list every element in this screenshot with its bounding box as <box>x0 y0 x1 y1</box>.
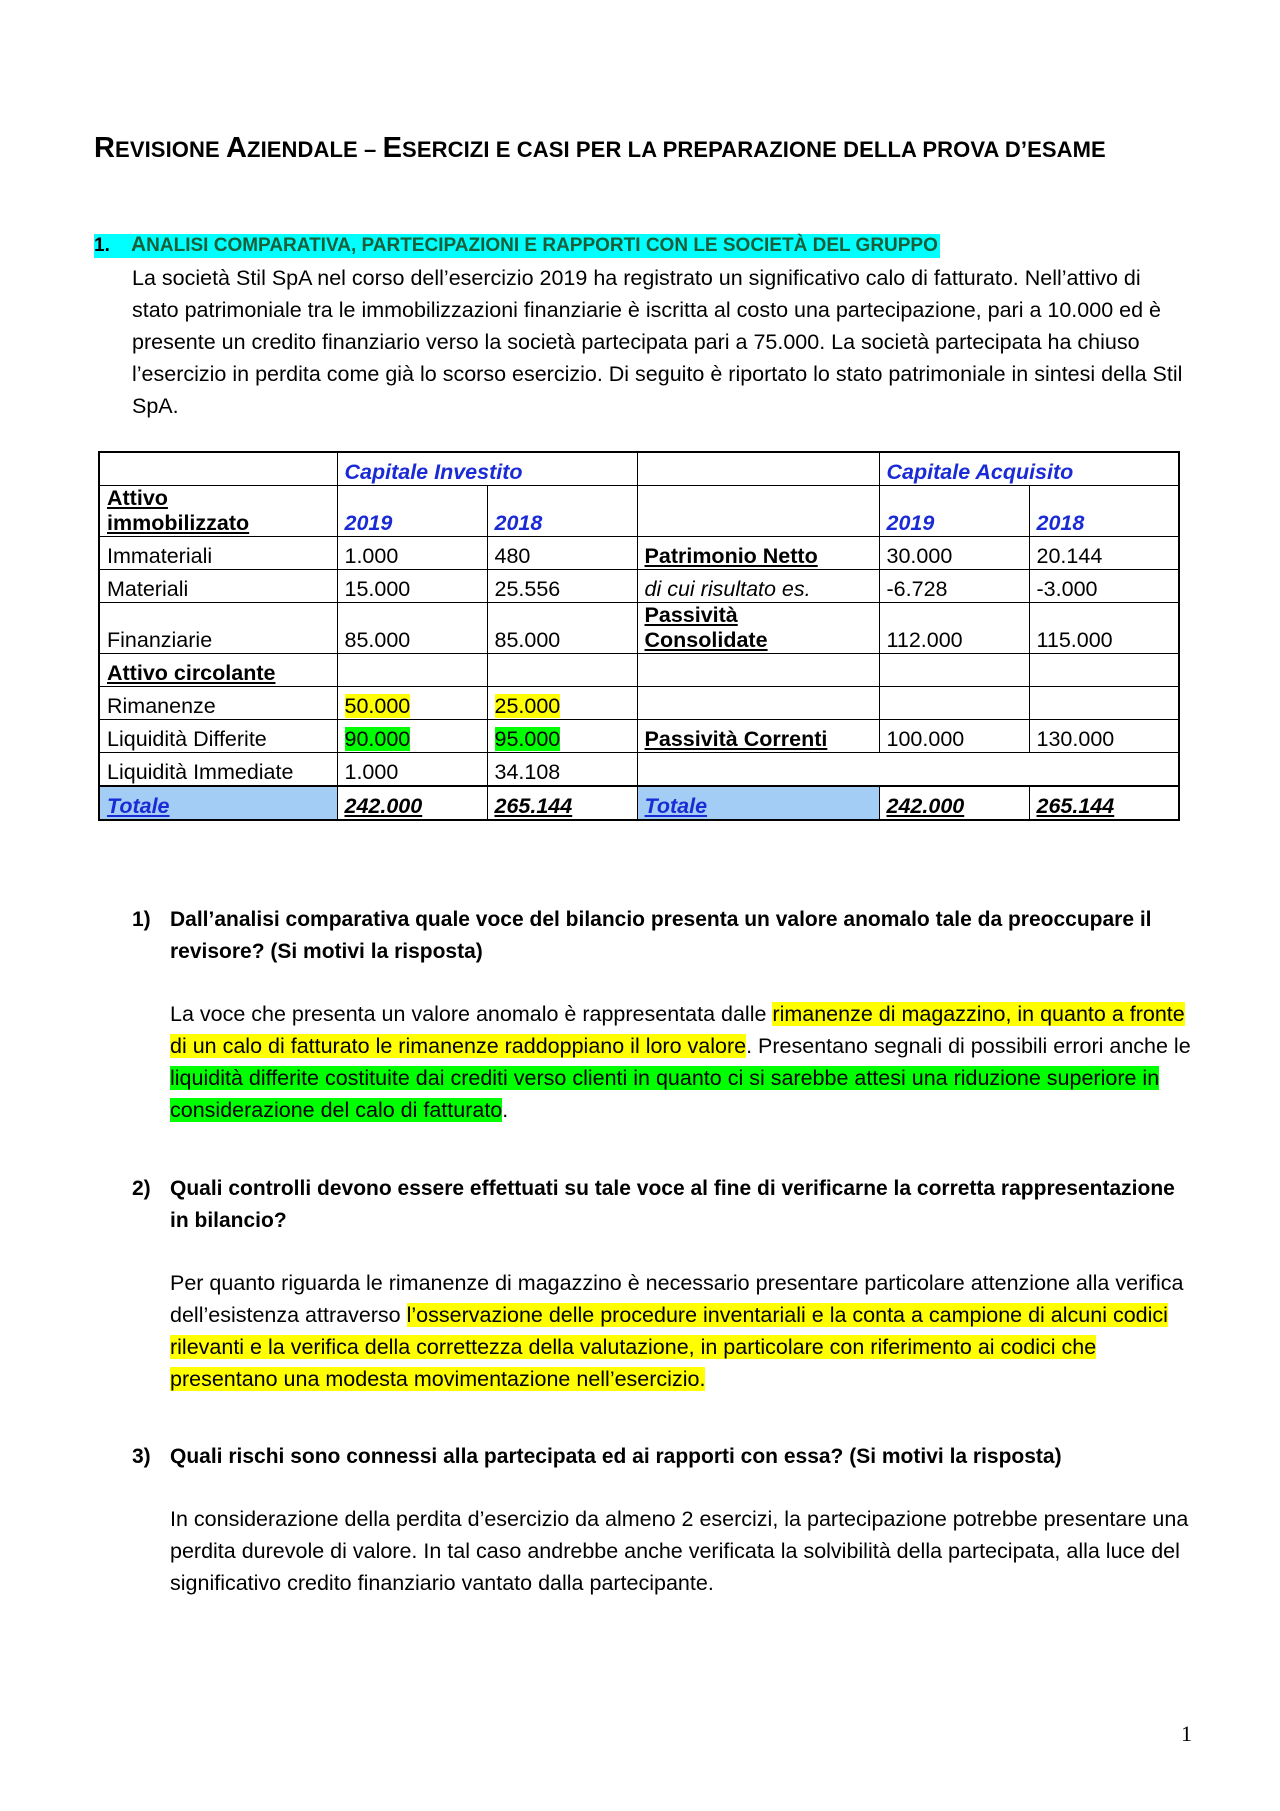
page-number: 1 <box>1181 1721 1192 1746</box>
section-heading: 1. ANALISI COMPARATIVA, PARTECIPAZIONI E RAPPORTI CON LE SOCIETÀ DEL GRUPPO <box>94 233 938 256</box>
table-row: Liquidità Immediate 1.000 34.108 <box>99 753 1179 787</box>
table-header-row <box>99 452 1179 486</box>
answer-2: Per quanto riguarda le rimanenze di magazzino è necessario presentare particolare attenzione alla verifica dell’esistenza attraverso l’osservazione delle procedure inventariali e la conta a campione di alcuni codici rilevanti e la verifica della correttezza della valutazione, in particolare con riferimento ai codici che presentano una modesta movimentazione nell’esercizio. <box>170 1271 1184 1391</box>
table-row: Finanziarie 85.000 85.000 Passività Consolidate 112.000 115.000 <box>99 603 1179 654</box>
question-1: 1) Dall’analisi comparativa quale voce del bilancio presenta un valore anomalo tale da preoccupare il revisore? (Si motivi la risposta) <box>132 908 1152 963</box>
table-row: Immateriali 1.000 480 Patrimonio Netto 30.000 20.144 <box>99 537 1179 570</box>
table-row: Liquidità Differite 90.000 95.000 Passività Correnti 100.000 130.000 <box>99 720 1179 753</box>
question-3: 3) Quali rischi sono connessi alla partecipata ed ai rapporti con essa? (Si motivi la risposta) <box>132 1445 1062 1468</box>
answer-3: In considerazione della perdita d’esercizio da almeno 2 esercizi, la partecipazione potrebbe presentare una perdita durevole di valore. In tal caso andrebbe anche verificata la solvibilità della partecipata, alla luce del significativo credito finanziario vantato dalla partecipante. <box>170 1507 1189 1595</box>
table-total-row: Totale 242.000 265.144 Totale 242.000 265.144 <box>99 786 1179 820</box>
table-row: Materiali 15.000 25.556 di cui risultato es. -6.728 -3.000 <box>99 570 1179 603</box>
invested-capital-header: Capitale Investito <box>337 452 637 486</box>
section-intro: La società Stil SpA nel corso dell’esercizio 2019 ha registrato un significativo calo di fatturato. Nell’attivo di stato patrimoniale tra le immobilizzazioni finanziarie è iscritta al costo una partecipazione, pari a 10.000 ed è presente un credito finanziario verso la società partecipata pari a 75.000. La società partecipata ha chiuso l’esercizio in perdita come già lo scorso esercizio. Di seguito è riportato lo stato patrimoniale in sintesi della Stil SpA. <box>132 266 1183 418</box>
table-row: Attivo circolante <box>99 654 1179 687</box>
blank-link-cell <box>99 452 337 486</box>
document-title: REVISIONE AZIENDALE – ESERCIZI E CASI PER LA PREPARAZIONE DELLA PROVA D’ESAME <box>94 132 1106 164</box>
question-2: 2) Quali controlli devono essere effettuati su tale voce al fine di verificarne la corretta rappresentazione in bilancio? <box>132 1177 1175 1232</box>
balance-sheet-table <box>98 451 1180 821</box>
attivo-immobilizzato-label: Attivo immobilizzato <box>99 486 337 537</box>
answer-1: La voce che presenta un valore anomalo è rappresentata dalle rimanenze di magazzino, in quanto a fronte di un calo di fatturato le rimanenze raddoppiano il loro valore. Presentano segnali di possibili errori anche le liquidità differite costituite dai crediti verso clienti in quanto ci si sarebbe attesi una riduzione superiore in considerazione del calo di fatturato. <box>170 1002 1191 1122</box>
table-row: Attivo immobilizzato 2019 2018 2019 2018 <box>99 486 1179 537</box>
acquired-capital-header: Capitale Acquisito <box>879 452 1179 486</box>
table-row: Rimanenze 50.000 25.000 <box>99 687 1179 720</box>
